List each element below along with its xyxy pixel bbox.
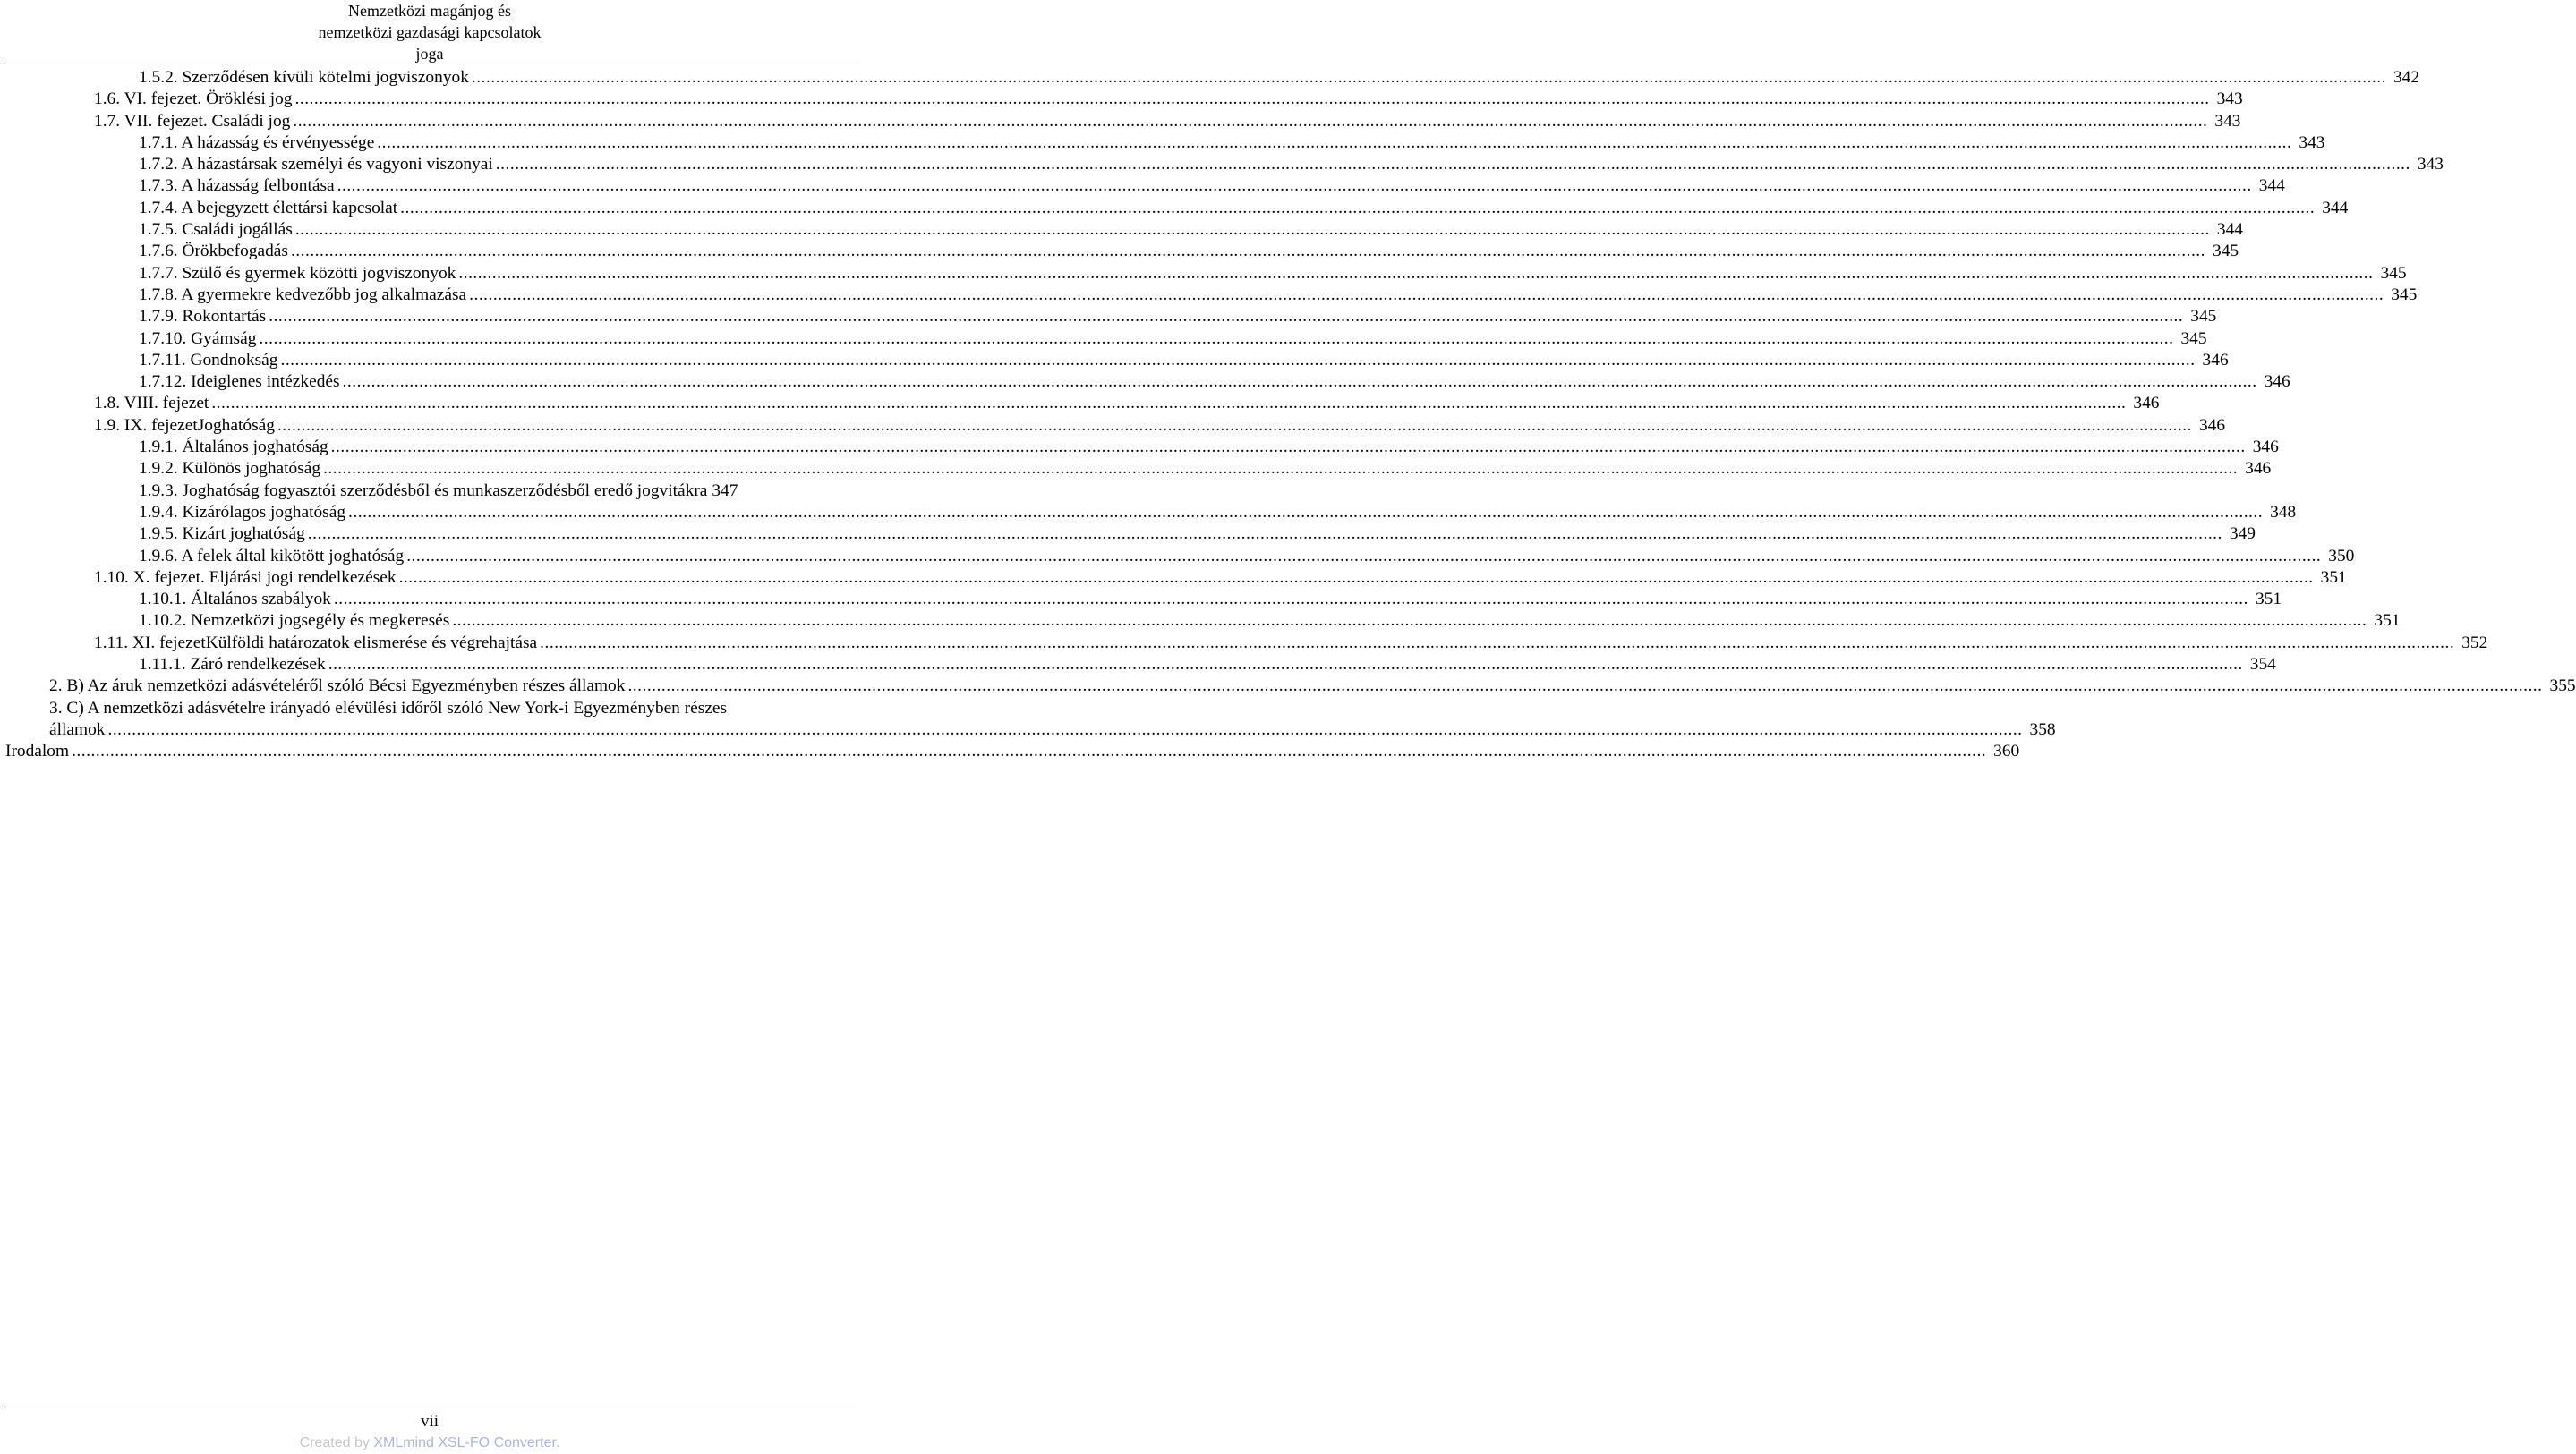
toc-entry-page: 358: [2029, 719, 2056, 739]
toc-entry-page: 350: [2328, 546, 2355, 565]
toc-entry-label: 1.11.1. Záró rendelkezések: [139, 655, 326, 675]
toc-entry[interactable]: [49, 676, 2576, 697]
toc-entry-page: 344: [2258, 176, 2285, 196]
toc-entry-page: 344: [2322, 198, 2349, 217]
credit-prefix: Created by: [299, 1435, 374, 1450]
dot-leader: ................................................................................................................................................................................................................................................................................................................................................................................................................: [627, 676, 2543, 696]
dot-leader: ................................................................................................................................................................................................................................................................................................................................................................................................................: [280, 350, 2196, 370]
toc-entry[interactable]: [139, 67, 2420, 89]
toc-entry[interactable]: [139, 285, 2418, 306]
toc-entry-page: 347: [712, 480, 738, 500]
toc-entry-page: 343: [2216, 89, 2243, 109]
toc-entry[interactable]: [94, 415, 2226, 437]
toc-entry-label: 1.5.2. Szerződésen kívüli kötelmi jogviszonyok: [139, 68, 469, 87]
toc-entry-page: 346: [2198, 415, 2226, 435]
toc-entry-label: 1.7.3. A házasság felbontása: [139, 176, 335, 196]
toc-entry-page: 345: [2180, 328, 2207, 348]
toc-entry-page: 349: [2229, 524, 2256, 544]
toc-entry[interactable]: [139, 328, 2207, 350]
toc-entry-label: 1.7.6. Örökbefogadás: [139, 242, 288, 261]
toc-entry[interactable]: [139, 371, 2290, 393]
dot-leader: ................................................................................................................................................................................................................................................................................................................................................................................................................: [452, 611, 2367, 631]
dot-leader: ................................................................................................................................................................................................................................................................................................................................................................................................................: [458, 263, 2374, 283]
toc-entry-page: 348: [2270, 502, 2297, 522]
toc-entry-page: 345: [2213, 242, 2239, 261]
toc-entry-label: 2. B) Az áruk nemzetközi adásvételéről szóló Bécsi Egyezményben részes államok: [49, 676, 626, 696]
dot-leader: ................................................................................................................................................................................................................................................................................................................................................................................................................: [398, 567, 2314, 587]
toc-entry-page: 346: [2133, 394, 2160, 413]
converter-credit: [0, 1434, 859, 1452]
toc-entry-label: 1.7.11. Gondnokság: [139, 350, 278, 370]
toc-entry[interactable]: [139, 437, 2279, 458]
running-header: [0, 0, 859, 64]
dot-leader: ................................................................................................................................................................................................................................................................................................................................................................................................................: [348, 502, 2264, 522]
toc-entry-page: 345: [2391, 285, 2418, 304]
toc-entry[interactable]: [139, 654, 2276, 676]
header-title-line-2: nemzetközi gazdasági kapcsolatok: [318, 23, 542, 41]
toc-entry[interactable]: [139, 458, 2272, 480]
toc-entry-page: 345: [2190, 307, 2217, 327]
dot-leader: ................................................................................................................................................................................................................................................................................................................................................................................................................: [277, 415, 2192, 435]
header-title-line-3: joga: [415, 45, 444, 63]
toc-entry[interactable]: [139, 610, 2401, 632]
toc-entry-continuation[interactable]: [49, 719, 2056, 741]
toc-entry-page: 346: [2252, 438, 2279, 457]
toc-entry-label: 1.7.9. Rokontartás: [139, 307, 267, 327]
toc-entry-label: 1.10. X. fejezet. Eljárási jogi rendelkezések: [94, 567, 397, 587]
dot-leader: ................................................................................................................................................................................................................................................................................................................................................................................................................: [471, 68, 2386, 87]
toc-entry-page: 360: [1993, 742, 2020, 761]
toc-entry-label: 1.11. XI. fejezetKülföldi határozatok elismerése és végrehajtása: [94, 633, 538, 652]
toc-entry[interactable]: [94, 393, 2160, 414]
toc-entry[interactable]: [139, 263, 2407, 285]
toc-entry-label: 1.7.7. Szülő és gyermek közötti jogviszonyok: [139, 263, 456, 283]
toc-entry-label: 1.9.5. Kizárt joghatóság: [139, 524, 305, 544]
toc-entry[interactable]: [139, 241, 2239, 262]
toc-entry-label: 1.7.2. A házastársak személyi és vagyoni viszonyai: [139, 155, 493, 174]
toc-entry-label: 1.7. VII. fejezet. Családi jog: [94, 111, 291, 131]
toc-entry[interactable]: [139, 502, 2297, 523]
toc-entry-label: 1.9.1. Általános joghatóság: [139, 438, 328, 457]
toc-entry-label: 1.7.1. A házasság és érvényessége: [139, 132, 375, 152]
toc-entry[interactable]: [139, 132, 2325, 154]
toc-entry[interactable]: [139, 198, 2349, 219]
toc-entry[interactable]: [139, 480, 771, 502]
dot-leader: ................................................................................................................................................................................................................................................................................................................................................................................................................: [107, 719, 2023, 739]
toc-entry-page: 354: [2249, 655, 2276, 675]
toc-entry[interactable]: [94, 633, 2488, 654]
toc-entry-label: 1.6. VI. fejezet. Öröklési jog: [94, 89, 293, 109]
toc-entry-label: 1.10.1. Általános szabályok: [139, 590, 331, 609]
toc-entry[interactable]: [49, 698, 855, 719]
toc-entry-label: 1.9.3. Joghatóság fogyasztói szerződésből és munkaszerződésből eredő jogvitákra: [139, 480, 708, 500]
toc-entry-page: 355: [2549, 676, 2576, 696]
toc-entry[interactable]: [139, 589, 2282, 610]
dot-leader: ................................................................................................................................................................................................................................................................................................................................................................................................................: [323, 459, 2239, 479]
toc-entry-label-continued: államok: [49, 719, 106, 739]
dot-leader: ................................................................................................................................................................................................................................................................................................................................................................................................................: [211, 394, 2127, 413]
dot-leader: ................................................................................................................................................................................................................................................................................................................................................................................................................: [337, 176, 2252, 196]
toc-entry-label: 1.7.8. A gyermekre kedvezőbb jog alkalmazása: [139, 285, 467, 304]
toc-entry[interactable]: [139, 154, 2444, 175]
toc-entry-page: 343: [2214, 111, 2241, 131]
credit-suffix: .: [555, 1435, 560, 1450]
toc-entry[interactable]: [139, 175, 2285, 197]
toc-entry[interactable]: [139, 546, 2355, 567]
toc-entry-label: 1.10.2. Nemzetközi jogsegély és megkeresés: [139, 611, 450, 631]
toc-entry-label: 1.9. IX. fejezetJoghatóság: [94, 415, 275, 435]
dot-leader: ................................................................................................................................................................................................................................................................................................................................................................................................................: [377, 132, 2292, 152]
dot-leader: ................................................................................................................................................................................................................................................................................................................................................................................................................: [293, 111, 2208, 131]
dot-leader: ................................................................................................................................................................................................................................................................................................................................................................................................................: [294, 89, 2210, 109]
toc-entry[interactable]: [94, 567, 2347, 589]
dot-leader: ................................................................................................................................................................................................................................................................................................................................................................................................................: [72, 742, 1987, 761]
toc-entry-label: 1.9.4. Kizárólagos joghatóság: [139, 502, 346, 522]
toc-entry-label: 1.7.4. A bejegyzett élettársi kapcsolat: [139, 198, 398, 217]
credit-brand-link[interactable]: XMLmind XSL-FO Converter: [373, 1435, 556, 1450]
dot-leader: ................................................................................................................................................................................................................................................................................................................................................................................................................: [540, 633, 2455, 652]
dot-leader: ................................................................................................................................................................................................................................................................................................................................................................................................................: [406, 546, 2322, 565]
toc-entry-label: 1.9.2. Különös joghatóság: [139, 459, 321, 479]
toc-entry-page: 346: [2264, 372, 2290, 392]
toc-entry[interactable]: [139, 350, 2229, 371]
toc-entry-label: 3. C) A nemzetközi adásvételre irányadó elévülési időről szóló New York-i Egyezményben részes: [49, 698, 728, 718]
toc-entry-page: 351: [2374, 611, 2401, 631]
toc-entry[interactable]: [5, 741, 2020, 762]
toc-entry[interactable]: [139, 523, 2256, 545]
dot-leader: ................................................................................................................................................................................................................................................................................................................................................................................................................: [290, 242, 2205, 261]
dot-leader: ................................................................................................................................................................................................................................................................................................................................................................................................................: [328, 655, 2243, 675]
toc-entry-label: 1.7.12. Ideiglenes intézkedés: [139, 372, 340, 392]
dot-leader: ................................................................................................................................................................................................................................................................................................................................................................................................................: [469, 285, 2384, 304]
toc-entry-label: Irodalom: [5, 742, 70, 761]
toc-entry-page: 351: [2320, 567, 2347, 587]
toc-entry-label: 1.8. VIII. fejezet: [94, 394, 209, 413]
toc-entry-page: 342: [2393, 68, 2420, 87]
toc-entry-page: 343: [2299, 132, 2325, 152]
dot-leader: ................................................................................................................................................................................................................................................................................................................................................................................................................: [400, 198, 2316, 217]
toc-entry-page: 351: [2255, 590, 2282, 609]
toc-entry-page: 346: [2245, 459, 2272, 479]
dot-leader: ................................................................................................................................................................................................................................................................................................................................................................................................................: [259, 328, 2174, 348]
toc-entry[interactable]: [139, 219, 2243, 241]
dot-leader: ................................................................................................................................................................................................................................................................................................................................................................................................................: [330, 438, 2246, 457]
dot-leader: ................................................................................................................................................................................................................................................................................................................................................................................................................: [342, 372, 2257, 392]
toc-entry[interactable]: [139, 306, 2217, 327]
page-number: vii: [420, 1412, 439, 1431]
dot-leader: ................................................................................................................................................................................................................................................................................................................................................................................................................: [495, 155, 2410, 174]
dot-leader: ................................................................................................................................................................................................................................................................................................................................................................................................................: [333, 590, 2248, 609]
dot-leader: ................................................................................................................................................................................................................................................................................................................................................................................................................: [269, 307, 2184, 327]
toc-entry[interactable]: [94, 89, 2243, 110]
toc-entry-label: 1.9.6. A felek által kikötött joghatóság: [139, 546, 405, 565]
toc-entry-label: 1.7.5. Családi jogállás: [139, 220, 293, 240]
dot-leader: ................................................................................................................................................................................................................................................................................................................................................................................................................: [307, 524, 2222, 544]
toc-entry-page: 343: [2417, 155, 2444, 174]
toc-entry[interactable]: [94, 111, 2241, 132]
toc-entry-label: 1.7.10. Gyámság: [139, 328, 257, 348]
dot-leader: ................................................................................................................................................................................................................................................................................................................................................................................................................: [294, 220, 2210, 240]
toc-entry-page: 345: [2380, 263, 2407, 283]
header-title-line-1: Nemzetközi magánjog és: [348, 2, 511, 20]
toc-entry-page: 352: [2461, 633, 2488, 652]
toc-entry-page: 346: [2202, 350, 2229, 370]
table-of-contents: [0, 67, 2576, 763]
toc-entry-page: 344: [2216, 220, 2243, 240]
